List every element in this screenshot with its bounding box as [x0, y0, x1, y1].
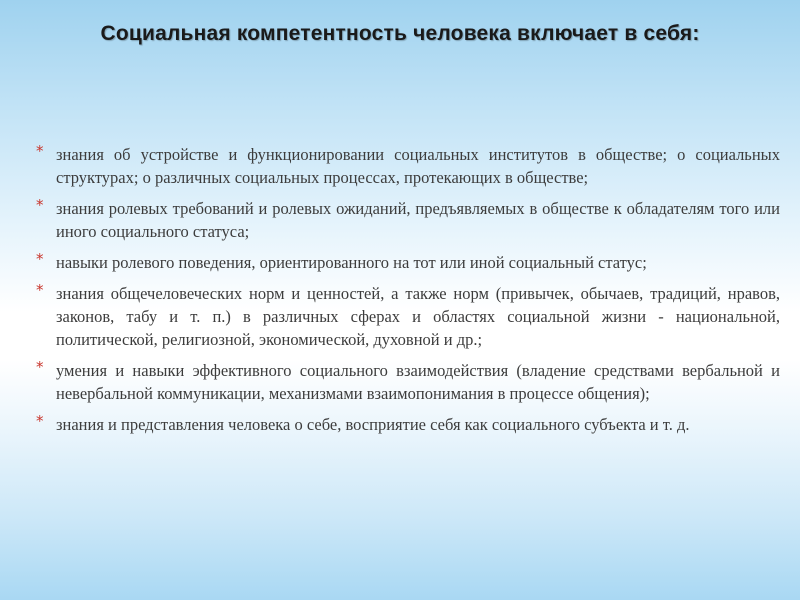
list-item-text: знания и представления человека о себе, восприятие себя как социального субъекта и т. д. [56, 415, 690, 434]
bullet-asterisk-icon: * [36, 196, 44, 214]
bullet-asterisk-icon: * [36, 281, 44, 299]
list-item [36, 197, 780, 243]
list-item-text: умения и навыки эффективного социального взаимодействия (владение средствами вербальной и невербальной коммуникации, механизмами взаимопонимания в процессе общения); [56, 361, 780, 403]
list-item [36, 143, 780, 189]
bullet-asterisk-icon: * [36, 412, 44, 430]
list-item [36, 282, 780, 351]
list-item-text: знания ролевых требований и ролевых ожиданий, предъявляемых в обществе к обладателям того или иного социального статуса; [56, 199, 780, 241]
list-item-text: знания об устройстве и функционировании социальных институтов в обществе; о социальных структурах; о различных социальных процессах, протекающих в обществе; [56, 145, 780, 187]
list-item-text: навыки ролевого поведения, ориентированного на тот или иной социальный статус; [56, 253, 647, 272]
list-item [36, 413, 780, 436]
slide-title: Социальная компетентность человека включает в себя: [100, 22, 700, 45]
bullet-asterisk-icon: * [36, 250, 44, 268]
bullet-asterisk-icon: * [36, 142, 44, 160]
list-item-text: знания общечеловеческих норм и ценностей, а также норм (привычек, обычаев, традиций, нравов, законов, табу и т. п.) в различных сферах и областях социальной жизни - национальной, политической, религиозной, экономической, духовной и др.; [56, 284, 780, 349]
list-item [36, 251, 780, 274]
bullet-list [36, 143, 780, 444]
list-item [36, 359, 780, 405]
bullet-asterisk-icon: * [36, 358, 44, 376]
